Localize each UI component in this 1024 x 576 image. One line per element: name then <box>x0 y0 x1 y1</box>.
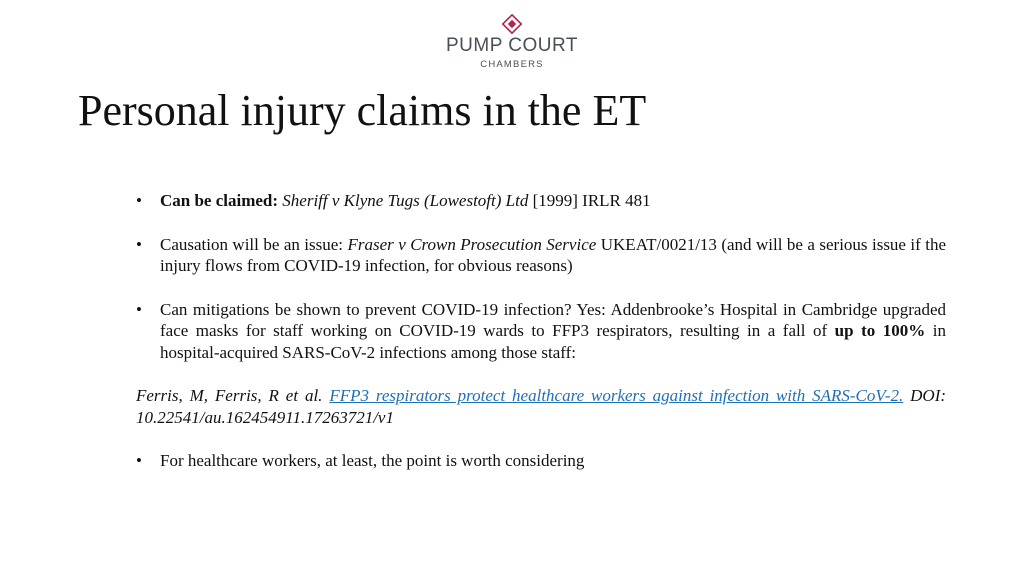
logo-name: PUMP COURT <box>445 35 579 56</box>
bullet-lead: Can be claimed: <box>160 191 279 210</box>
slide-title: Personal injury claims in the ET <box>78 86 647 135</box>
logo-subtitle: CHAMBERS <box>480 59 544 70</box>
bullet-causation <box>136 234 946 277</box>
slide-content <box>136 190 946 494</box>
bullet-text-pre: Can mitigations be shown to prevent COVID-19 infection? Yes: Addenbrooke’s Hospital in Cambridge upgraded face masks for staff working on COVID-19 wards to FFP3 respirators, resulting in a fall of <box>160 299 946 340</box>
case-citation: [1999] IRLR 481 <box>532 191 651 210</box>
case-name: Sheriff v Klyne Tugs (Lowestoft) Ltd <box>282 191 529 210</box>
bullet-can-be-claimed <box>136 190 946 212</box>
case-name: Fraser v Crown Prosecution Service <box>347 234 597 254</box>
bullet-mitigations <box>136 299 946 364</box>
reference-authors: Ferris, M, Ferris, R et al. <box>136 386 323 405</box>
bullet-text-post: in hospital-acquired SARS-CoV-2 infections among those staff: <box>160 321 947 362</box>
bullet-healthcare-workers <box>136 450 946 472</box>
chambers-logo <box>0 14 1024 71</box>
reference-link[interactable]: FFP3 respirators protect healthcare workers against infection with SARS-CoV-2. <box>329 386 904 405</box>
bullet-text-post: UKEAT/0021/13 (and will be a serious issue if the injury flows from COVID-19 infection, for obvious reasons) <box>160 234 947 275</box>
bullet-glyph: • <box>136 191 142 210</box>
bullet-text-pre: Causation will be an issue: <box>160 234 344 254</box>
bullet-text: For healthcare workers, at least, the point is worth considering <box>160 451 585 470</box>
bullet-glyph: • <box>136 299 142 319</box>
bullet-glyph: • <box>136 451 142 470</box>
bullet-glyph: • <box>136 234 142 254</box>
reference-doi: DOI: 10.22541/au.162454911.17263721/v1 <box>136 386 947 427</box>
reference-citation <box>136 385 946 428</box>
diamond-logo-icon <box>502 14 522 34</box>
bullet-emphasis: up to 100% <box>834 321 926 340</box>
